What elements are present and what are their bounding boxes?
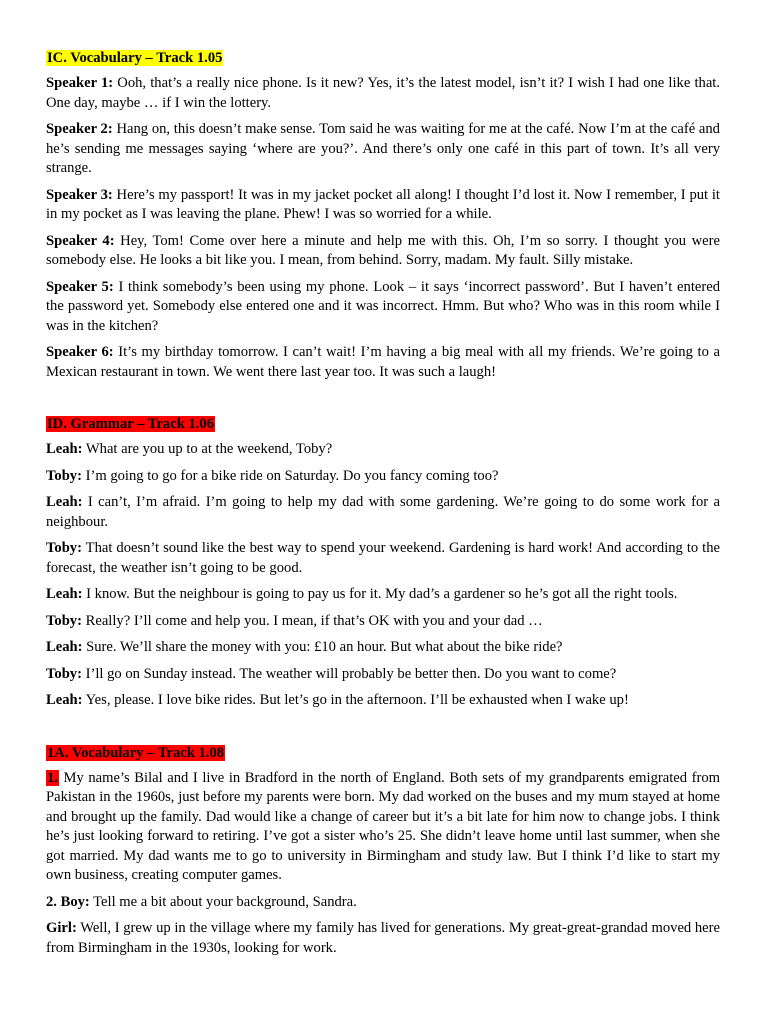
speaker-text: Ooh, that’s a really nice phone. Is it new? Yes, it’s the latest model, isn’t it? I wish I had one like that. One day, maybe … if I win the lottery. [46, 75, 721, 111]
speaker-text: I’m going to go for a bike ride on Saturday. Do you fancy coming too? [81, 467, 499, 484]
speaker-text: I can’t, I’m afraid. I’m going to help my dad with some gardening. We’re going to do some work for a neighbour. [46, 494, 720, 530]
dialogue-line [46, 612, 720, 632]
section-heading-1a [46, 744, 720, 763]
speaker-label: Speaker 3: [46, 186, 113, 203]
speaker-label: Speaker 1: [46, 75, 114, 91]
speaker-text: That doesn’t sound like the best way to spend your weekend. Gardening is hard work! And according to the forecast, the weather isn’t going to be good. [46, 540, 720, 576]
speaker-text: Really? I’ll come and help you. I mean, if that’s OK with you and your dad … [81, 612, 543, 629]
transcript-line-speaker-6 [46, 343, 720, 382]
dialogue-line [46, 638, 720, 658]
speaker-text: Yes, please. I love bike rides. But let’s go in the afternoon. I’ll be exhausted when I wake up! [82, 692, 629, 708]
speaker-text: Hang on, this doesn’t make sense. Tom said he was waiting for me at the café. Now I’m at the café and he’s sending me messages saying ‘where are you?’. And there’s only one café in this part of town. It’s all very strange. [46, 121, 720, 176]
dialogue-line [46, 493, 720, 532]
speaker-label: Leah: [46, 441, 83, 457]
dialogue-line [46, 691, 720, 711]
item-number: 1. [47, 769, 58, 786]
dialogue-line [46, 919, 720, 958]
dialogue-item-2 [46, 893, 720, 913]
speaker-label: Girl: [46, 920, 77, 936]
speaker-text: Tell me a bit about your background, Sandra. [89, 893, 357, 910]
dialogue-line [46, 585, 720, 605]
speaker-text: Sure. We’ll share the money with you: £10 an hour. But what about the bike ride? [82, 639, 563, 655]
section-spacer [46, 718, 720, 744]
speaker-text: What are you up to at the weekend, Toby? [82, 441, 333, 457]
speaker-text: I’ll go on Sunday instead. The weather will probably be better then. Do you want to come? [81, 665, 617, 682]
speaker-text: Hey, Tom! Come over here a minute and help me with this. Oh, I’m so sorry. I thought you were somebody else. He looks a bit like you. I mean, from behind. Sorry, madam. My fault. Silly mistake. [46, 232, 720, 268]
transcript-line-speaker-5 [46, 278, 720, 337]
dialogue-line [46, 665, 720, 685]
speaker-label: Toby: [46, 467, 82, 484]
speaker-text: Here’s my passport! It was in my jacket pocket all along! I thought I’d lost it. Now I remember, I put it in my pocket as I was leaving the plane. Phew! I was so worried for a while. [46, 186, 720, 222]
transcript-line-speaker-1 [46, 74, 720, 113]
section-heading-id [46, 415, 720, 434]
speaker-label: Speaker 6: [46, 344, 114, 360]
section-heading-text: ID. Grammar – Track 1.06 [47, 416, 215, 432]
monologue-item-1 [46, 769, 720, 886]
speaker-label: Speaker 4: [46, 232, 115, 249]
section-heading-text: 1A. Vocabulary – Track 1.08 [47, 744, 225, 761]
speaker-label: Leah: [46, 639, 83, 655]
item-text: My name’s Bilal and I live in Bradford in the north of England. Both sets of my grandparents emigrated from Pakistan in the 1960s, just before my parents were born. My dad worked on the buses and my mum stayed at home and brought up the family. Dad would like a change of career but it’s a bit late for him now to change jobs. I think he’s just looking forward to retiring. I’ve got a sister who’s 25. She didn’t leave home until last summer, when she got married. My dad wants me to go to university in Birmingham and study law. But I think I’d like to start my own business, creating computer games. [46, 769, 720, 883]
speaker-label: Toby: [46, 540, 82, 556]
speaker-label: Toby: [46, 665, 82, 682]
dialogue-line [46, 440, 720, 460]
speaker-text: I think somebody’s been using my phone. Look – it says ‘incorrect password’. But I haven’t entered the password yet. Somebody else entered one and it was incorrect. Hmm. But who? Who was in this room while I was in the kitchen? [46, 278, 720, 334]
speaker-label: Leah: [46, 692, 83, 708]
section-spacer [46, 389, 720, 415]
transcript-line-speaker-3 [46, 186, 720, 225]
section-heading-text: IC. Vocabulary – Track 1.05 [47, 50, 223, 66]
dialogue-line [46, 467, 720, 487]
speaker-label: Speaker 5: [46, 278, 114, 295]
speaker-text: I know. But the neighbour is going to pay us for it. My dad’s a gardener so he’s got all the right tools. [82, 586, 678, 602]
speaker-label: Toby: [46, 612, 82, 629]
section-heading-ic [46, 49, 720, 68]
transcript-line-speaker-2 [46, 120, 720, 179]
speaker-label: Speaker 2: [46, 121, 113, 137]
transcript-line-speaker-4 [46, 232, 720, 271]
speaker-label: 2. Boy: [46, 893, 90, 910]
speaker-label: Leah: [46, 494, 83, 510]
speaker-text: Well, I grew up in the village where my family has lived for generations. My great-great-grandad moved here from Birmingham in the 1930s, looking for work. [46, 920, 720, 956]
speaker-label: Leah: [46, 586, 83, 602]
speaker-text: It’s my birthday tomorrow. I can’t wait! I’m having a big meal with all my friends. We’re going to a Mexican restaurant in town. We went there last year too. It was such a laugh! [46, 344, 720, 380]
dialogue-line [46, 539, 720, 578]
